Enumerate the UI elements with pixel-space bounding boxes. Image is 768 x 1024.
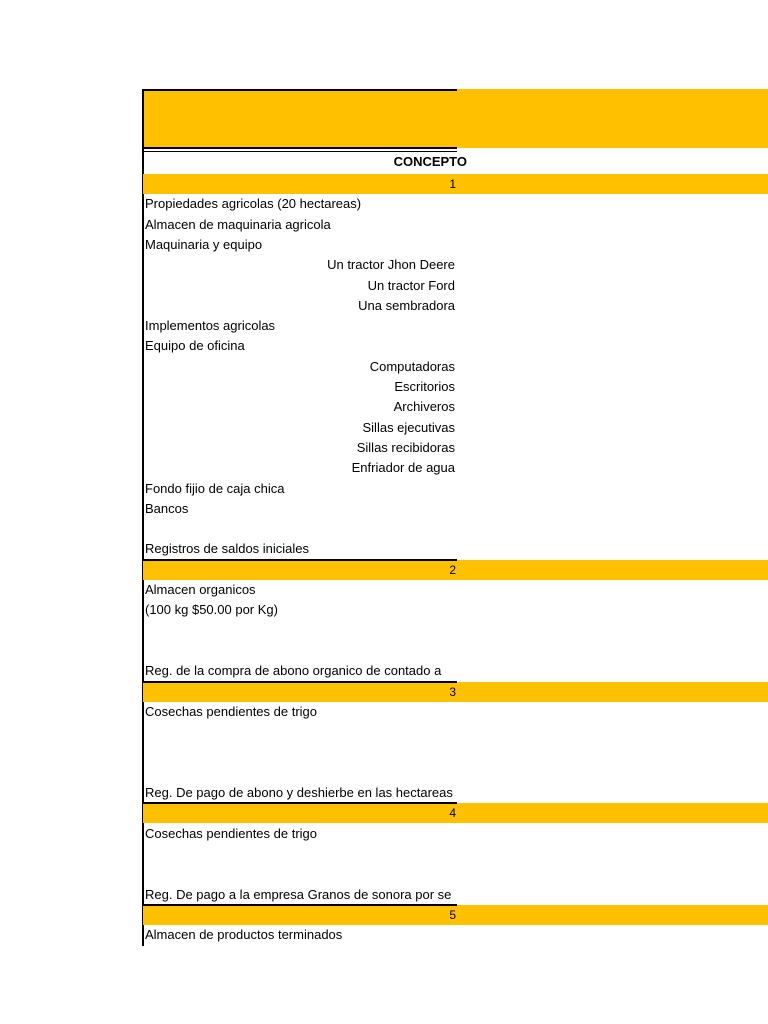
concept-cell[interactable]: Sillas ejecutivas (362, 419, 455, 435)
entry-number[interactable]: 3 (449, 684, 456, 699)
concept-cell[interactable]: Una sembradora (358, 297, 455, 313)
concept-cell[interactable]: Reg. De pago a la empresa Granos de sonora por se (145, 886, 452, 902)
entry-number[interactable]: 4 (449, 806, 456, 821)
concept-cell[interactable]: Reg. de la compra de abono organico de contado a (145, 663, 442, 679)
entry-number[interactable]: 5 (449, 907, 456, 922)
concept-column-header[interactable] (143, 152, 467, 172)
concept-cell[interactable]: Almacen organicos (145, 582, 256, 597)
concept-cell[interactable] (145, 763, 457, 783)
concept-cell[interactable]: Maquinaria y equipo (145, 236, 263, 252)
concept-cell[interactable]: Reg. De pago de abono y deshierbe en las hectareas (145, 785, 453, 800)
concept-cell[interactable]: Computadoras (369, 358, 455, 374)
concept-cell[interactable]: Almacen de maquinaria agricola (145, 216, 331, 232)
concept-cell[interactable] (145, 742, 457, 762)
concept-cell[interactable]: Implementos agricolas (145, 318, 276, 334)
concept-cell[interactable]: Bancos (145, 500, 189, 516)
concept-cell[interactable] (145, 722, 457, 742)
concept-cell[interactable] (145, 864, 457, 884)
concept-cell[interactable]: (100 kg $50.00 por Kg) (145, 602, 278, 618)
header-bottom-border (143, 147, 457, 149)
concept-cell[interactable]: Cosechas pendientes de trigo (145, 825, 318, 841)
concept-cell[interactable]: Propiedades agricolas (20 hectareas) (145, 196, 362, 212)
entry-number[interactable]: 2 (449, 562, 456, 577)
concept-cell[interactable]: Un tractor Ford (367, 277, 455, 293)
concept-cell[interactable]: Enfriador de agua (351, 460, 455, 476)
concept-cell[interactable]: Sillas recibidoras (356, 439, 455, 455)
concept-cell[interactable]: Almacen de productos terminados (145, 927, 343, 943)
entry-number[interactable]: 1 (449, 177, 456, 191)
concept-cell[interactable]: Fondo fijio de caja chica (145, 480, 285, 496)
concept-header-label: CONCEPTO (393, 154, 467, 169)
concept-cell[interactable]: Cosechas pendientes de trigo (145, 703, 318, 719)
concept-cell[interactable]: Escritorios (394, 379, 455, 394)
concept-cell[interactable] (145, 621, 457, 641)
concept-cell[interactable]: Archiveros (393, 399, 455, 415)
concept-cell[interactable] (145, 844, 457, 864)
concept-cell[interactable]: Un tractor Jhon Deere (327, 257, 455, 273)
concept-cell[interactable] (145, 519, 457, 539)
header-band (143, 89, 768, 148)
header-top-border (143, 89, 457, 91)
concept-cell[interactable] (145, 641, 457, 661)
concept-cell[interactable]: Equipo de oficina (145, 338, 245, 354)
concept-cell[interactable]: Registros de saldos iniciales (145, 541, 310, 557)
